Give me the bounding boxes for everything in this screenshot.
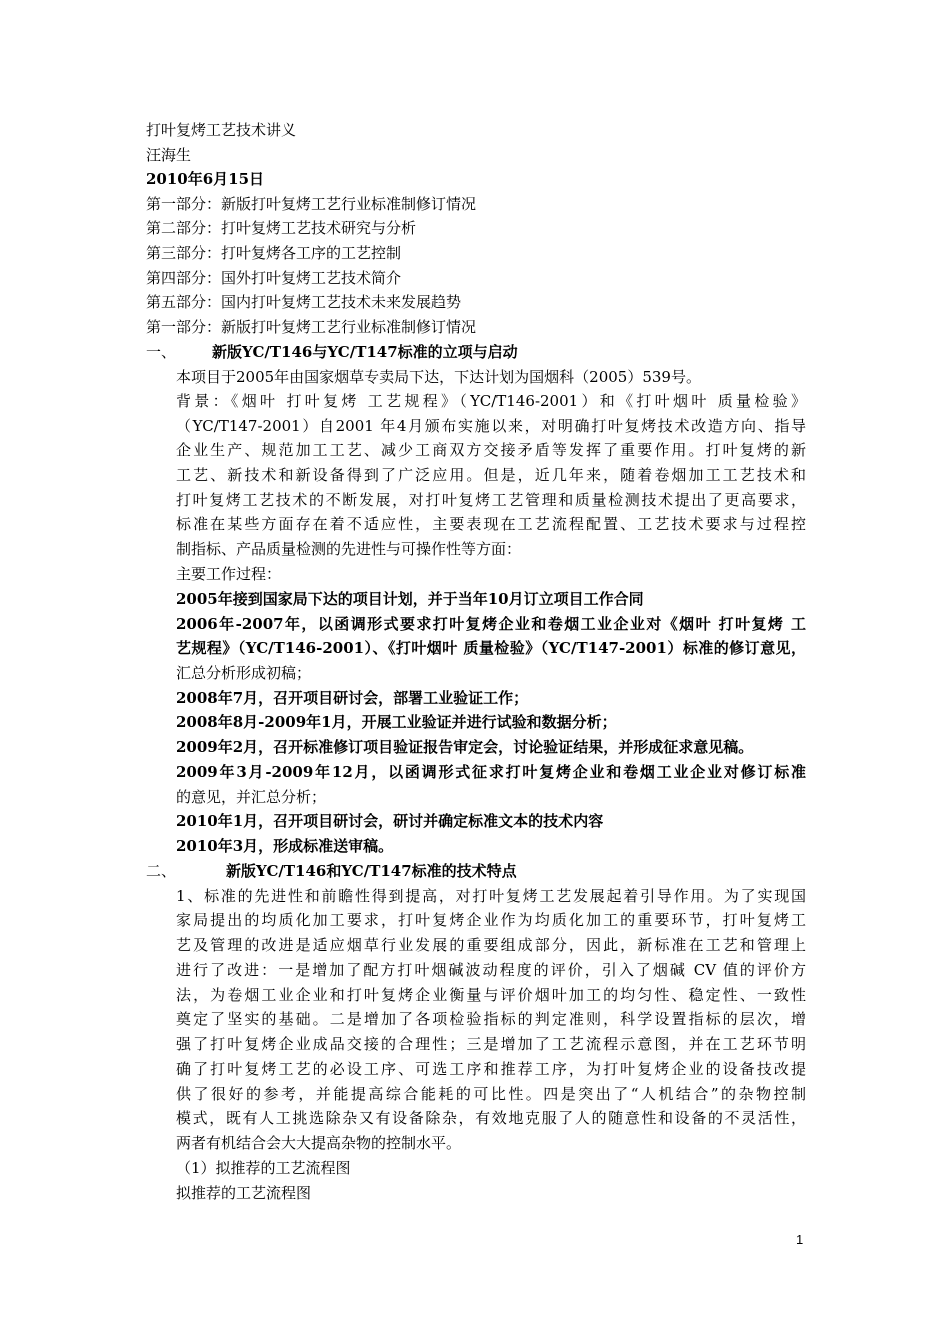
page-number: 1: [796, 1232, 804, 1247]
process-heading: 主要工作过程：: [176, 565, 282, 583]
section2-line: 奠定了坚实的基础。二是增加了各项检验指标的判定准则，科学设置指标的层次，增: [176, 1010, 806, 1028]
section2-line: 供了很好的参考，并能提高综合能耗的可比性。四是突出了“人机结合”的杂物控制: [176, 1085, 806, 1103]
section2-line: 两者有机结合会大大提高杂物的控制水平。: [176, 1134, 462, 1152]
section2-line: 法，为卷烟工业企业和打叶复烤企业衡量与评价烟叶加工的均匀性、稳定性、一致性: [176, 986, 806, 1004]
part1-heading: 第一部分：新版打叶复烤工艺行业标准制修订情况: [146, 318, 477, 336]
process-line: 2005年接到国家局下达的项目计划，并于当年10月订立项目工作合同: [176, 590, 644, 608]
toc-item: 第二部分：打叶复烤工艺技术研究与分析: [146, 219, 417, 237]
process-line: 2008年8月-2009年1月，开展工业验证并进行试验和数据分析；: [176, 713, 617, 731]
process-line: 2008年7月，召开项目研讨会，部署工业验证工作；: [176, 689, 529, 707]
section2-number: 二、: [146, 862, 177, 880]
background-line: 工艺、新技术和新设备得到了广泛应用。但是，近几年来，随着卷烟加工工艺技术和: [176, 466, 806, 484]
process-line: 艺规程》（YC/T146-2001）、《打叶烟叶 质量检验》（YC/T147-2001）标准的修订意见，: [176, 639, 806, 657]
toc-item: 第一部分：新版打叶复烤工艺行业标准制修订情况: [146, 195, 477, 213]
section1-number: 一、: [146, 343, 177, 361]
section2-line: 家局提出的均质化加工要求，打叶复烤企业作为均质化加工的重要环节，打叶复烤工: [176, 911, 806, 929]
process-line: 2009年3月-2009年12月，以函调形式征求打叶复烤企业和卷烟工业企业对修订标准: [176, 763, 806, 781]
process-line: 2010年3月，形成标准送审稿。: [176, 837, 394, 855]
background-line: 打叶复烤工艺技术的不断发展，对打叶复烤工艺管理和质量检测技术提出了更高要求，: [176, 491, 806, 509]
background-line: 标准在某些方面存在着不适应性，主要表现在工艺流程配置、工艺技术要求与过程控: [176, 515, 806, 533]
toc-item: 第三部分：打叶复烤各工序的工艺控制: [146, 244, 402, 262]
section1-title: 新版YC/T146与YC/T147标准的立项与启动: [212, 343, 518, 361]
toc-item: 第四部分：国外打叶复烤工艺技术简介: [146, 269, 402, 287]
section2-line: 进行了改进：一是增加了配方打叶烟碱波动程度的评价，引入了烟碱 CV 值的评价方: [176, 961, 806, 979]
doc-author: 汪海生: [146, 146, 192, 164]
section1-intro: 本项目于2005年由国家烟草专卖局下达，下达计划为国烟科（2005）539号。: [176, 368, 701, 386]
process-line: 2006年-2007年，以函调形式要求打叶复烤企业和卷烟工业企业对《烟叶 打叶复烤 工: [176, 615, 806, 633]
process-line: 2010年1月，召开项目研讨会，研讨并确定标准文本的技术内容: [176, 812, 604, 830]
background-line: 企业生产、规范加工工艺、减少工商双方交接矛盾等发挥了重要作用。打叶复烤的新: [176, 441, 806, 459]
section2-line: 确了打叶复烤工艺的必设工序、可选工序和推荐工序，为打叶复烤企业的设备技改提: [176, 1060, 806, 1078]
section2-line: 强了打叶复烤企业成品交接的合理性；三是增加了工艺流程示意图，并在工艺环节明: [176, 1035, 806, 1053]
figure-caption: 拟推荐的工艺流程图: [176, 1184, 312, 1202]
process-line: 汇总分析形成初稿；: [176, 664, 312, 682]
toc-item: 第五部分：国内打叶复烤工艺技术未来发展趋势: [146, 293, 462, 311]
background-line: 背景：《烟叶 打叶复烤 工艺规程》（YC/T146-2001）和《打叶烟叶 质量检验》: [176, 392, 806, 410]
section2-line: 1、标准的先进性和前瞻性得到提高，对打叶复烤工艺发展起着引导作用。为了实现国: [176, 887, 806, 905]
section2-title: 新版YC/T146和YC/T147标准的技术特点: [226, 862, 517, 880]
process-line: 的意见，并汇总分析；: [176, 788, 327, 806]
section2-line: 模式，既有人工挑选除杂又有设备除杂，有效地克服了人的随意性和设备的不灵活性，: [176, 1109, 806, 1127]
doc-title: 打叶复烤工艺技术讲义: [146, 121, 297, 139]
subsection-heading: （1）拟推荐的工艺流程图: [176, 1159, 351, 1177]
section2-line: 艺及管理的改进是适应烟草行业发展的重要组成部分，因此，新标准在工艺和管理上: [176, 936, 806, 954]
background-line: 制指标、产品质量检测的先进性与可操作性等方面：: [176, 540, 522, 558]
background-line: （YC/T147-2001）自2001 年4月颁布实施以来，对明确打叶复烤技术改造方向、指导: [176, 417, 806, 435]
doc-date: 2010年6月15日: [146, 170, 265, 188]
process-line: 2009年2月，召开标准修订项目验证报告审定会，讨论验证结果，并形成征求意见稿。: [176, 738, 754, 756]
